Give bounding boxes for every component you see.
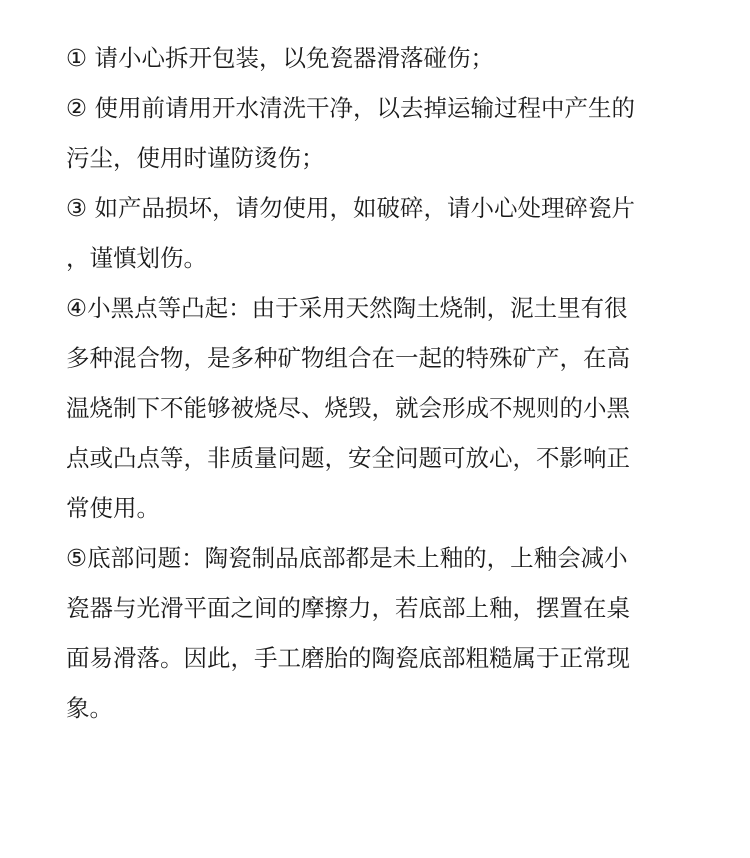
- notice-item-5-line-1: ⑤底部问题：陶瓷制品底部都是未上釉的，上釉会减小: [66, 544, 628, 572]
- notice-item-4-line-5: 常使用。: [66, 494, 160, 522]
- notice-item-5-line-4: 象。: [66, 694, 113, 722]
- notice-item-5-line-2: 瓷器与光滑平面之间的摩擦力，若底部上釉，摆置在桌: [66, 594, 630, 622]
- care-notice: [66, 33, 684, 733]
- notice-item-2-line-2: 污尘，使用时谨防烫伤；: [66, 144, 325, 172]
- notice-item-4-line-2: 多种混合物，是多种矿物组合在一起的特殊矿产，在高: [66, 344, 630, 372]
- notice-item-1-line-1: ① 请小心拆开包装，以免瓷器滑落碰伤；: [66, 44, 495, 72]
- notice-item-3-line-2: ，谨慎划伤。: [66, 244, 207, 272]
- notice-item-2-line-1: ② 使用前请用开水清洗干净，以去掉运输过程中产生的: [66, 94, 636, 122]
- notice-item-4-line-1: ④小黑点等凸起：由于采用天然陶土烧制，泥土里有很: [66, 294, 628, 322]
- notice-item-4-line-3: 温烧制下不能够被烧尽、烧毁，就会形成不规则的小黑: [66, 394, 630, 422]
- notice-item-3-line-1: ③ 如产品损坏，请勿使用，如破碎，请小心处理碎瓷片: [66, 194, 636, 222]
- notice-item-4-line-4: 点或凸点等，非质量问题，安全问题可放心，不影响正: [66, 444, 630, 472]
- notice-item-5-line-3: 面易滑落。因此，手工磨胎的陶瓷底部粗糙属于正常现: [66, 644, 630, 672]
